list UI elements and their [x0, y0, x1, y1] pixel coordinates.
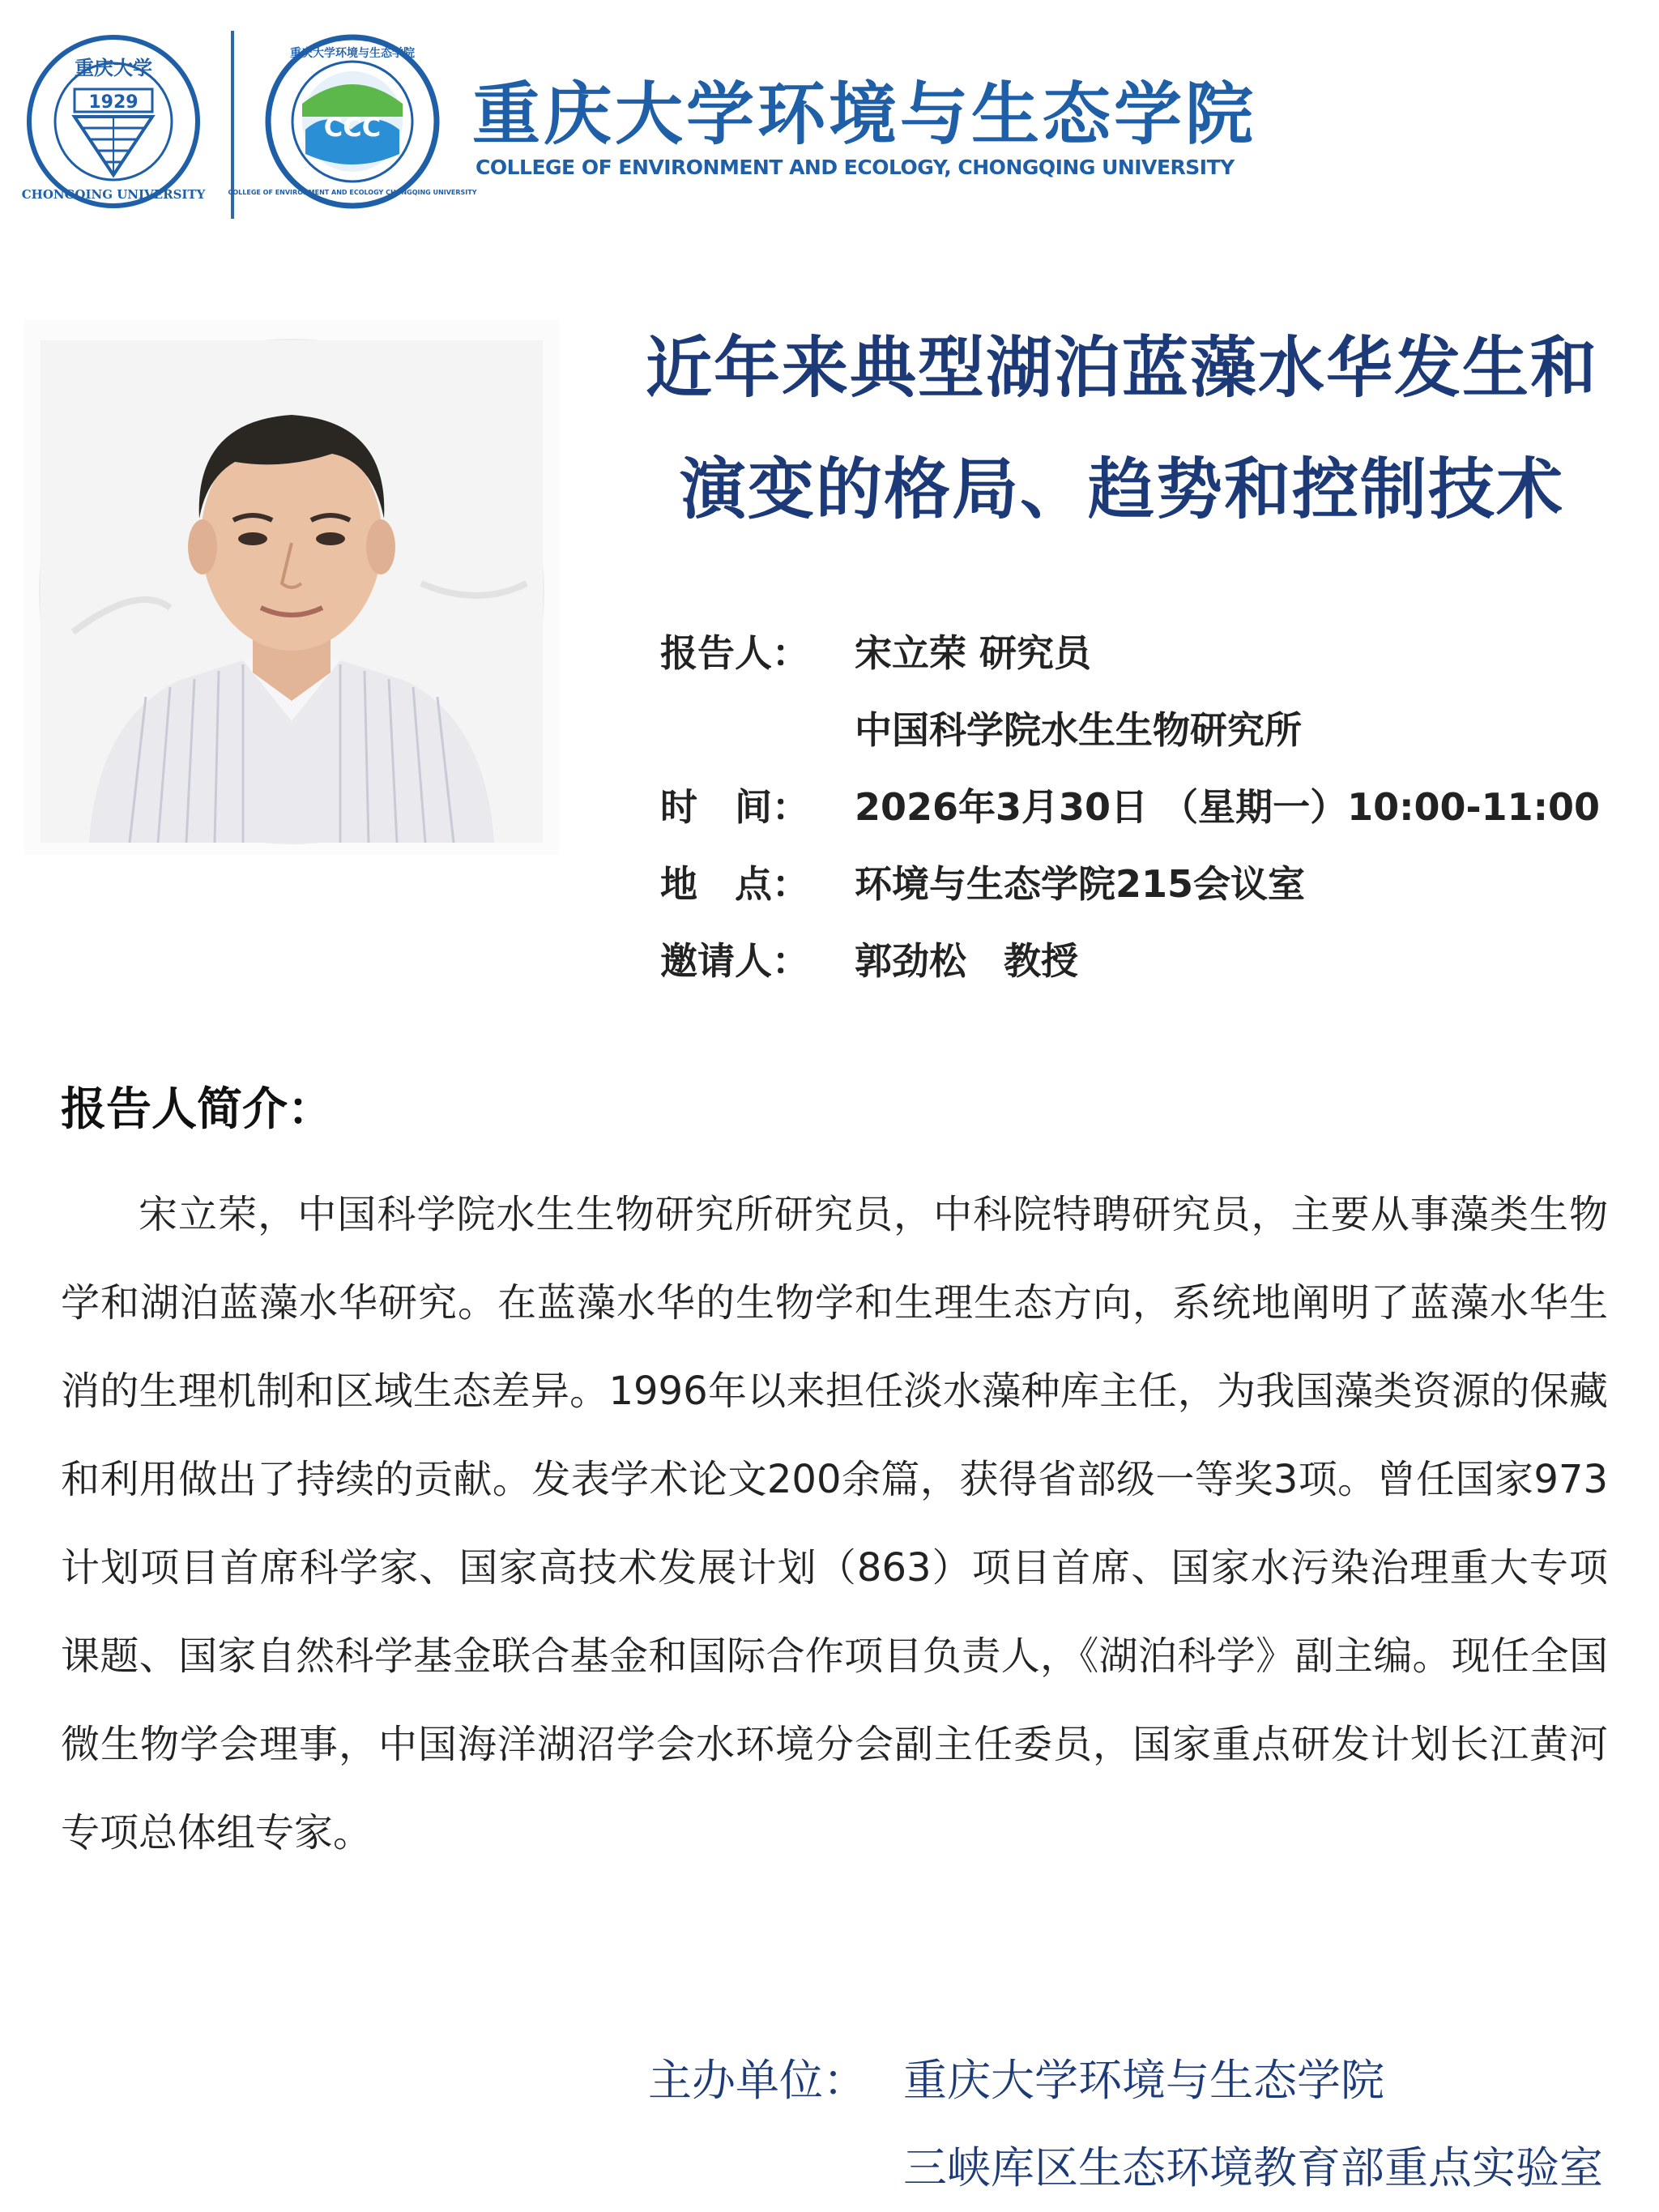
svg-text:CHONGQING UNIVERSITY: CHONGQING UNIVERSITY: [21, 187, 206, 202]
svg-text:COLLEGE OF ENVIRONMENT AND ECO: COLLEGE OF ENVIRONMENT AND ECOLOGY CHONGQING UNIVERSITY: [228, 189, 477, 196]
speaker-portrait: [41, 340, 543, 843]
organizer-label: 主办单位：: [648, 2055, 867, 2106]
chongqing-university-seal: [21, 32, 206, 211]
college-seal: [228, 32, 477, 211]
bio-text: 宋立荣，中国科学院水生生物研究所研究员，中科院特聘研究员，主要从事藻类生物学和湖泊蓝藻水华研究。在蓝藻水华的生物学和生理生态方向，系统地阐明了蓝藻水华生消的生理机制和区域生态差异。1996年以来担任淡水藻种库主任，为我国藻类资源的保藏和利用做出了持续的贡献。发表学术论文200余篇，获得省部级一等奖3项。曾任国家973计划项目首席科学家、国家高技术发展计划（863）项目首席、国家水污染治理重大专项课题、国家自然科学基金联合基金和国际合作项目负责人，《湖泊科学》副主编。现任全国微生物学会理事，中国海洋湖沼学会水环境分会副主任委员，国家重点研发计划长江黄河专项总体组专家。: [61, 1192, 1608, 1855]
svg-text:重庆大学环境与生态学院: 重庆大学环境与生态学院: [290, 47, 415, 60]
organizer-2: 三峡库区生态环境教育部重点实验室: [903, 2142, 1603, 2193]
speaker-label: 报告人：: [660, 631, 809, 675]
svg-text:1929: 1929: [88, 92, 139, 113]
svg-text:重庆大学: 重庆大学: [75, 56, 152, 79]
college-name-en: COLLEGE OF ENVIRONMENT AND ECOLOGY, CHONGQING UNIVERSITY: [476, 156, 1235, 179]
host-value: 郭劲松 教授: [855, 939, 1078, 983]
speaker-photo: [41, 340, 543, 843]
title-line-1: 近年来典型湖泊蓝藻水华发生和: [645, 330, 1598, 407]
speaker-value: 宋立荣 研究员: [855, 631, 1092, 675]
institute-value: 中国科学院水生生物研究所: [855, 708, 1302, 752]
organizer-1: 重庆大学环境与生态学院: [903, 2055, 1384, 2106]
place-value: 环境与生态学院215会议室: [855, 862, 1306, 906]
lecture-title: [591, 308, 1653, 551]
organizer: [648, 2046, 1653, 2208]
time-label: 时 间：: [660, 785, 809, 829]
bio-heading: 报告人简介：: [61, 1083, 333, 1136]
title-line-2: 演变的格局、趋势和控制技术: [679, 451, 1564, 528]
college-name-cn: 重庆大学环境与生态学院: [472, 75, 1257, 154]
header: [21, 24, 1482, 219]
host-label: 邀请人：: [660, 939, 809, 983]
place-label: 地 点：: [660, 862, 809, 906]
time-value: 2026年3月30日 （星期一）10:00-11:00: [855, 785, 1600, 829]
svg-text:CCC: CCC: [323, 112, 382, 143]
